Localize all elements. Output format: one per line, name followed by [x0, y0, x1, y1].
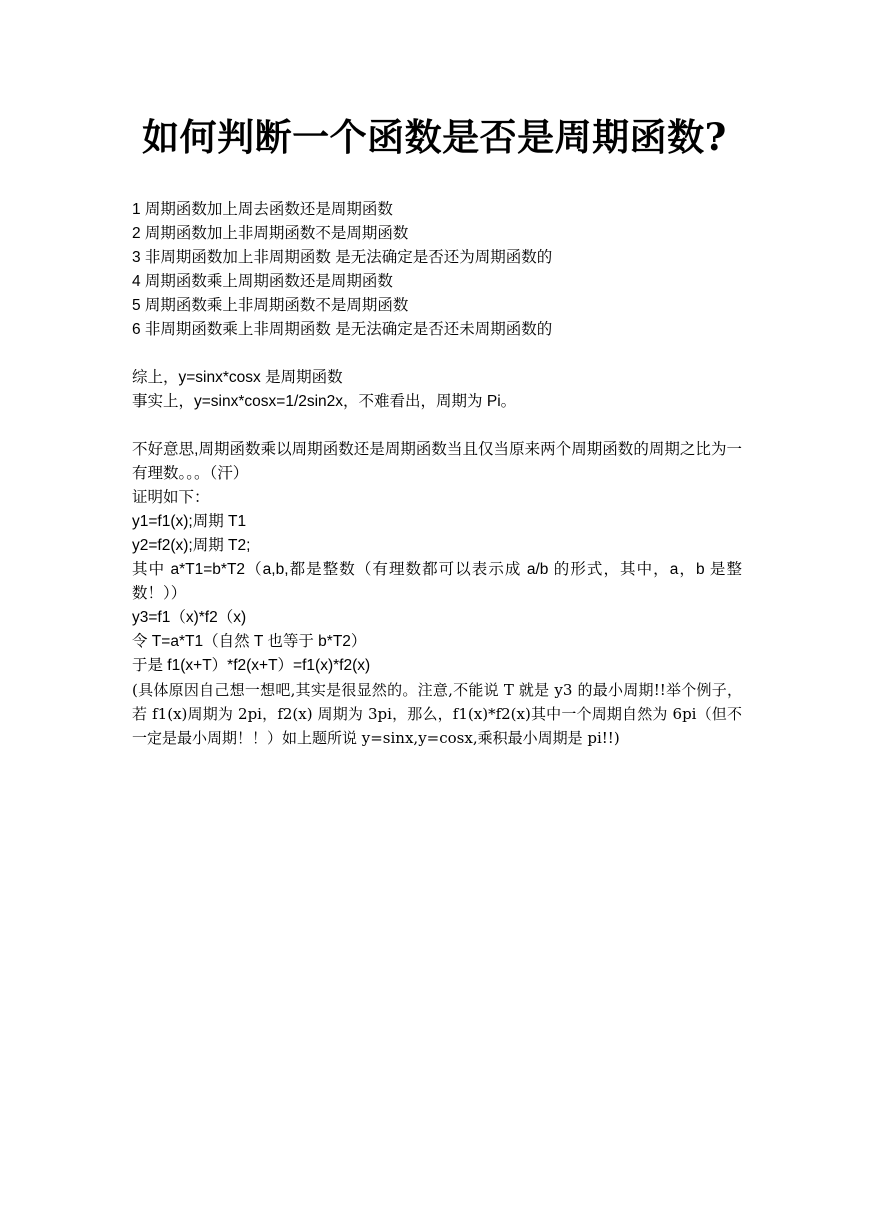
summary-conclusion: 综上，y=sinx*cosx 是周期函数 — [132, 369, 343, 386]
proof-y3: y3=f1（x)*f2（x) — [132, 609, 247, 626]
rule-item-4: 4 周期函数乘上周期函数还是周期函数 — [132, 273, 393, 290]
rule-item-2: 2 周期函数加上非周期函数不是周期函数 — [132, 225, 409, 242]
document-title: 如何判断一个函数是否是周期函数? — [142, 115, 727, 159]
proof-y1: y1=f1(x);周期 T1 — [132, 513, 247, 530]
proof-ratio: 其中 a*T1=b*T2（a,b,都是整数（有理数都可以表示成 a/b 的形式，其中，a，b 是整数！）） — [132, 561, 742, 602]
summary-fact: 事实上，y=sinx*cosx=1/2sin2x，不难看出，周期为 Pi。 — [132, 393, 517, 410]
proof-let-t: 令 T=a*T1（自然 T 也等于 b*T2） — [132, 633, 367, 650]
proof-heading: 证明如下： — [132, 489, 210, 506]
proof-section — [132, 438, 742, 750]
rules-list — [132, 198, 742, 342]
rule-item-3: 3 非周期函数加上非周期函数 是无法确定是否还为周期函数的 — [132, 249, 553, 266]
proof-y2: y2=f2(x);周期 T2; — [132, 537, 251, 554]
summary-section — [132, 366, 742, 414]
proof-note: (具体原因自己想一想吧,其实是很显然的。注意,不能说 T 就是 y3 的最小周期!!举个例子，若 f1(x)周期为 2pi，f2(x) 周期为 3pi，那么，f1(x)*f2(x)其中一个周期自然为 6pi（但不一定是最小周期！！）如上题所说 y=sinx,y=cosx,乘积最小周期是 pi!!) — [132, 681, 742, 747]
rule-item-6: 6 非周期函数乘上非周期函数 是无法确定是否还未周期函数的 — [132, 321, 553, 338]
rule-item-5: 5 周期函数乘上非周期函数不是周期函数 — [132, 297, 409, 314]
proof-thus: 于是 f1(x+T）*f2(x+T）=f1(x)*f2(x) — [132, 657, 371, 674]
proof-apology: 不好意思,周期函数乘以周期函数还是周期函数当且仅当原来两个周期函数的周期之比为一有理数。。。（汗） — [132, 441, 742, 482]
rule-item-1: 1 周期函数加上周去函数还是周期函数 — [132, 201, 393, 218]
